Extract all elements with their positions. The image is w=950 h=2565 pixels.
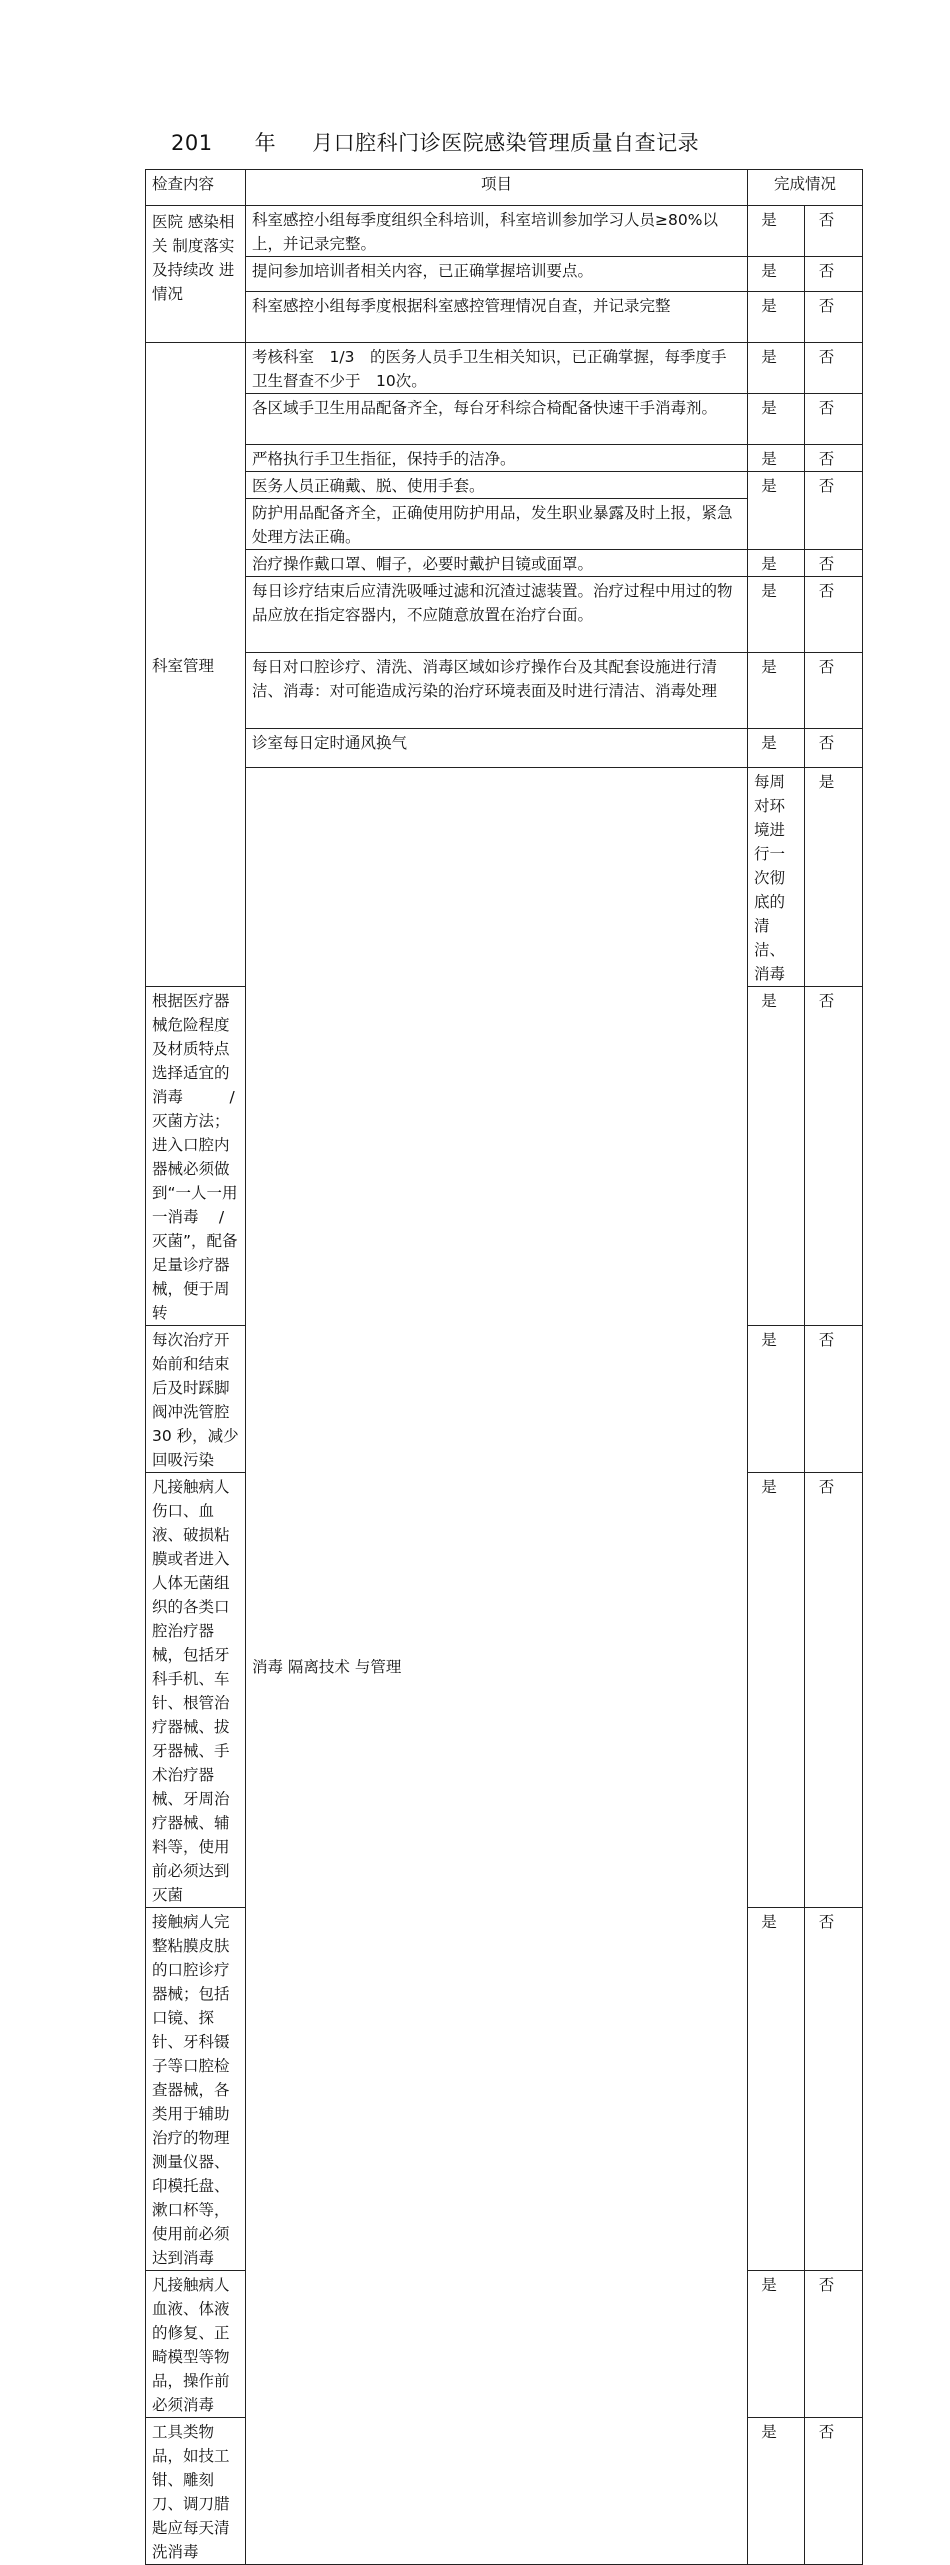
yes-mark: 是	[748, 550, 805, 577]
category-cell: 消毒 隔离技术 与管理	[246, 768, 748, 2565]
no-mark: 否	[805, 1326, 863, 1473]
yes-mark: 是	[748, 1473, 805, 1908]
no-mark: 否	[805, 257, 863, 292]
category-cell: 医院 感染相关 制度落实 及持续改 进情况	[146, 206, 246, 343]
no-mark: 否	[805, 472, 863, 550]
item-cell: 提问参加培训者相关内容，已正确掌握培训要点。	[246, 257, 748, 292]
no-mark: 否	[805, 292, 863, 343]
header-status: 完成情况	[748, 170, 863, 206]
table-row	[146, 206, 863, 257]
yes-mark: 是	[748, 472, 805, 550]
item-cell: 科室感控小组每季度组织全科培训，科室培训参加学习人员≥80%以上，并记录完整。	[246, 206, 748, 257]
inspection-table	[145, 169, 863, 2565]
yes-mark: 是	[748, 987, 805, 1326]
no-mark: 否	[805, 445, 863, 472]
no-mark: 否	[805, 653, 863, 729]
yes-mark: 是	[748, 653, 805, 729]
no-mark: 否	[805, 987, 863, 1326]
item-cell: 凡接触病人伤口、血液、破损粘膜或者进入人体无菌组织的各类口腔治疗器械，包括牙科手机、车针、根管治疗器械、拔牙器械、手术治疗器械、牙周治疗器械、辅料等，使用前必须达到灭菌	[146, 1473, 246, 1908]
item-cell: 接触病人完整粘膜皮肤的口腔诊疗器械；包括口镜、探针、牙科镊子等口腔检查器械，各类用于辅助治疗的物理测量仪器、印模托盘、漱口杯等，使用前必须达到消毒	[146, 1908, 246, 2271]
no-mark: 否	[805, 206, 863, 257]
table-header-row	[146, 170, 863, 206]
table-row	[146, 343, 863, 394]
category-cell: 科室管理	[146, 343, 246, 987]
table-row	[146, 445, 863, 472]
table-row	[146, 257, 863, 292]
no-mark: 否	[805, 394, 863, 445]
item-cell: 各区域手卫生用品配备齐全，每台牙科综合椅配备快速干手消毒剂。	[246, 394, 748, 445]
yes-mark: 是	[748, 1908, 805, 2271]
title-year-unit: 年	[254, 131, 277, 155]
table-row	[146, 768, 863, 987]
item-cell: 每日对口腔诊疗、清洗、消毒区域如诊疗操作台及其配套设施进行清洁、消毒：对可能造成污染的治疗环境表面及时进行清洁、消毒处理	[246, 653, 748, 729]
table-row	[146, 292, 863, 343]
yes-mark: 是	[748, 206, 805, 257]
title-year: 201	[171, 131, 213, 155]
yes-mark: 是	[748, 729, 805, 768]
table-row	[146, 472, 863, 499]
no-mark: 否	[805, 577, 863, 653]
yes-mark: 是	[748, 394, 805, 445]
no-mark: 否	[805, 2418, 863, 2565]
table-row	[146, 729, 863, 768]
item-cell: 工具类物品，如技工钳、雕刻刀、调刀腊匙应每天清洗消毒	[146, 2418, 246, 2565]
table-row	[146, 394, 863, 445]
item-cell: 每次治疗开始前和结束后及时踩脚阀冲洗管腔 30 秒，减少回吸污染	[146, 1326, 246, 1473]
table-row	[146, 577, 863, 653]
item-cell: 医务人员正确戴、脱、使用手套。	[246, 472, 748, 499]
header-category: 检查内容	[146, 170, 246, 206]
header-item: 项目	[246, 170, 748, 206]
item-cell: 科室感控小组每季度根据科室感控管理情况自查，并记录完整	[246, 292, 748, 343]
yes-mark: 是	[748, 1326, 805, 1473]
yes-mark: 是	[748, 292, 805, 343]
item-cell: 诊室每日定时通风换气	[246, 729, 748, 768]
yes-mark: 是	[748, 2271, 805, 2418]
no-mark: 否	[805, 343, 863, 394]
yes-mark: 是	[748, 445, 805, 472]
item-cell: 每日诊疗结束后应清洗吸唾过滤和沉渣过滤装置。治疗过程中用过的物品应放在指定容器内，不应随意放置在治疗台面。	[246, 577, 748, 653]
table-row	[146, 550, 863, 577]
yes-mark: 是	[748, 2418, 805, 2565]
no-mark: 否	[805, 729, 863, 768]
title-text: 月口腔科门诊医院感染管理质量自查记录	[312, 131, 700, 155]
table-row	[146, 653, 863, 729]
page-title	[145, 128, 862, 158]
yes-mark: 是	[748, 577, 805, 653]
no-mark: 否	[805, 550, 863, 577]
item-cell: 每周对环境进行一次彻底的清洁、消毒	[748, 768, 805, 987]
item-cell: 严格执行手卫生指征，保持手的洁净。	[246, 445, 748, 472]
yes-mark: 是	[748, 257, 805, 292]
yes-mark: 是	[748, 343, 805, 394]
item-cell: 治疗操作戴口罩、帽子，必要时戴护目镜或面罩。	[246, 550, 748, 577]
yes-mark: 是	[805, 768, 863, 987]
item-cell: 根据医疗器械危险程度及材质特点选择适宜的消毒 / 灭菌方法；进入口腔内器械必须做到“一人一用一消毒 / 灭菌”，配备足量诊疗器械，便于周转	[146, 987, 246, 1326]
item-cell: 防护用品配备齐全，正确使用防护用品，发生职业暴露及时上报，紧急处理方法正确。	[246, 499, 748, 550]
item-cell: 凡接触病人血液、体液的修复、正畸模型等物品，操作前必须消毒	[146, 2271, 246, 2418]
no-mark: 否	[805, 1908, 863, 2271]
no-mark: 否	[805, 1473, 863, 1908]
no-mark: 否	[805, 2271, 863, 2418]
item-cell: 考核科室 1/3 的医务人员手卫生相关知识，已正确掌握，每季度手卫生督查不少于 10次。	[246, 343, 748, 394]
